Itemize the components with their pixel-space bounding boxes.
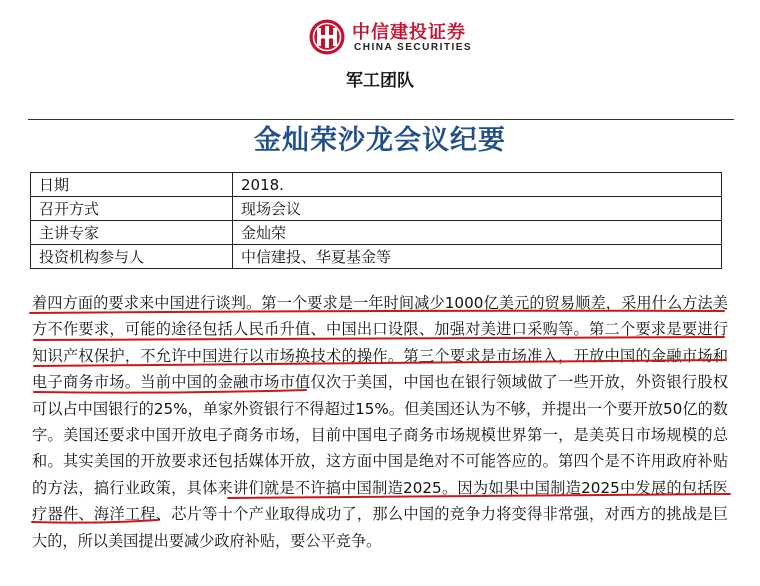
logo-english-name: CHINA SECURITIES — [354, 42, 473, 53]
table-value-participants: 中信建投、华夏基金等 — [233, 245, 722, 269]
table-row — [31, 245, 722, 269]
table-row — [31, 221, 722, 245]
team-name: 军工团队 — [346, 71, 414, 91]
company-logo — [308, 18, 478, 62]
table-value-date: 2018. — [233, 173, 722, 197]
table-row — [31, 197, 722, 221]
china-securities-logo-icon — [308, 18, 346, 56]
meeting-notes-body: 着四方面的要求来中国进行谈判。第一个要求是一年时间减少1000亿美元的贸易顺差，采用什么方法美方不作要求，可能的途径包括人民币升值、中国出口设限、加强对美进口采购等。第二个要求是要进行知识产权保护，不允许中国进行以市场换技术的操作。第三个要求是市场准入，开放中国的金融市场和电子商务市场。当前中国的金融市场市值仅次于美国，中国也在银行领域做了一些开放，外资银行股权可以占中国银行的25%，单家外资银行不得超过15%。但美国还认为不够，并提出一个要开放50亿的数字。美国还要求中国开放电子商务市场，目前中国电子商务市场规模世界第一，是美英日市场规模的总和。其实美国的开放要求还包括媒体开放，这方面中国是绝对不可能答应的。第四个是不许用政府补贴的方法，搞行业政策，具体来讲们就是不许搞中国制造2025。因为如果中国制造2025中发展的包括医疗器件、海洋工程、芯片等十个产业取得成功了，那么中国的竞争力将变得非常强，对西方的挑战是巨大的，所以美国提出要减少政府补贴，要公平竞争。 — [32, 294, 728, 550]
table-key-participants: 投资机构参与人 — [31, 245, 233, 269]
table-key-format: 召开方式 — [31, 197, 233, 221]
table-key-date: 日期 — [31, 173, 233, 197]
document-title: 金灿荣沙龙会议纪要 — [254, 125, 506, 156]
logo-chinese-name: 中信建投证券 — [352, 22, 466, 43]
meeting-info-table — [30, 172, 722, 269]
table-row — [31, 173, 722, 197]
table-key-speaker: 主讲专家 — [31, 221, 233, 245]
table-value-format: 现场会议 — [233, 197, 722, 221]
table-value-speaker: 金灿荣 — [233, 221, 722, 245]
